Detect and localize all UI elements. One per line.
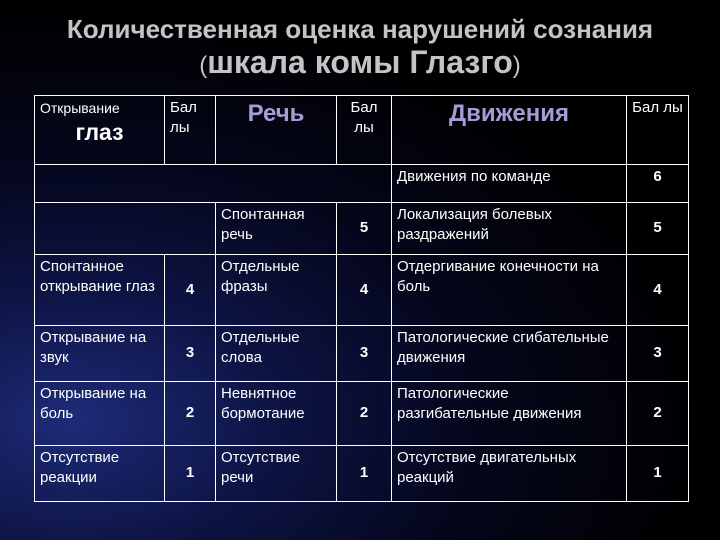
score-row xyxy=(35,382,689,445)
speech-text: Отдельные слова xyxy=(216,325,337,381)
header-movements-label: Движения xyxy=(449,100,569,127)
motor-score: 4 xyxy=(627,255,689,326)
eyes-score: 1 xyxy=(165,445,216,501)
motor-text: Патологические разгибательные движения xyxy=(392,382,627,445)
motor-text: Локализация болевых раздражений xyxy=(392,202,627,254)
eyes-text: Открывание на боль xyxy=(35,382,165,445)
glasgow-coma-table xyxy=(34,95,689,502)
empty-cell xyxy=(35,202,216,254)
header-speech-label: Речь xyxy=(247,100,305,127)
header-eyes-bottom: глаз xyxy=(75,119,124,145)
eyes-score: 3 xyxy=(165,325,216,381)
header-row xyxy=(35,96,689,165)
motor-text: Отдергивание конечности на боль xyxy=(392,255,627,326)
eyes-text: Спонтанное открывание глаз xyxy=(35,255,165,326)
title-scale-name: шкала комы Глазго xyxy=(207,44,513,80)
score-row xyxy=(35,255,689,326)
header-movements xyxy=(392,96,627,165)
header-speech-points: Бал лы xyxy=(337,96,392,165)
eyes-text: Отсутствие реакции xyxy=(35,445,165,501)
speech-text: Спонтанная речь xyxy=(216,202,337,254)
motor-score: 5 xyxy=(627,202,689,254)
motor-score: 2 xyxy=(627,382,689,445)
empty-cell xyxy=(35,164,392,202)
title-line-1: Количественная оценка нарушений сознания xyxy=(66,14,654,44)
speech-score: 3 xyxy=(337,325,392,381)
speech-text: Отдельные фразы xyxy=(216,255,337,326)
score-row xyxy=(35,445,689,501)
motor-score: 1 xyxy=(627,445,689,501)
speech-score: 1 xyxy=(337,445,392,501)
eyes-score: 2 xyxy=(165,382,216,445)
header-eyes xyxy=(35,96,165,165)
score-row xyxy=(35,202,689,254)
score-row xyxy=(35,164,689,202)
header-movements-points: Бал лы xyxy=(627,96,689,165)
speech-score: 4 xyxy=(337,255,392,326)
header-eyes-top: Открывание xyxy=(40,100,120,116)
motor-text: Патологические сгибательные движения xyxy=(392,325,627,381)
speech-score: 5 xyxy=(337,202,392,254)
motor-text: Отсутствие двигательных реакций xyxy=(392,445,627,501)
motor-score: 6 xyxy=(627,164,689,202)
eyes-text: Открывание на звук xyxy=(35,325,165,381)
speech-score: 2 xyxy=(337,382,392,445)
header-eyes-points: Бал лы xyxy=(165,96,216,165)
eyes-score: 4 xyxy=(165,255,216,326)
score-row xyxy=(35,325,689,381)
title-close-paren: ) xyxy=(512,52,521,79)
header-speech xyxy=(216,96,337,165)
speech-text: Невнятное бормотание xyxy=(216,382,337,445)
motor-text: Движения по команде xyxy=(392,164,627,202)
speech-text: Отсутствие речи xyxy=(216,445,337,501)
title-line-2 xyxy=(0,44,720,81)
motor-score: 3 xyxy=(627,325,689,381)
title-open-paren: ( xyxy=(199,52,208,79)
